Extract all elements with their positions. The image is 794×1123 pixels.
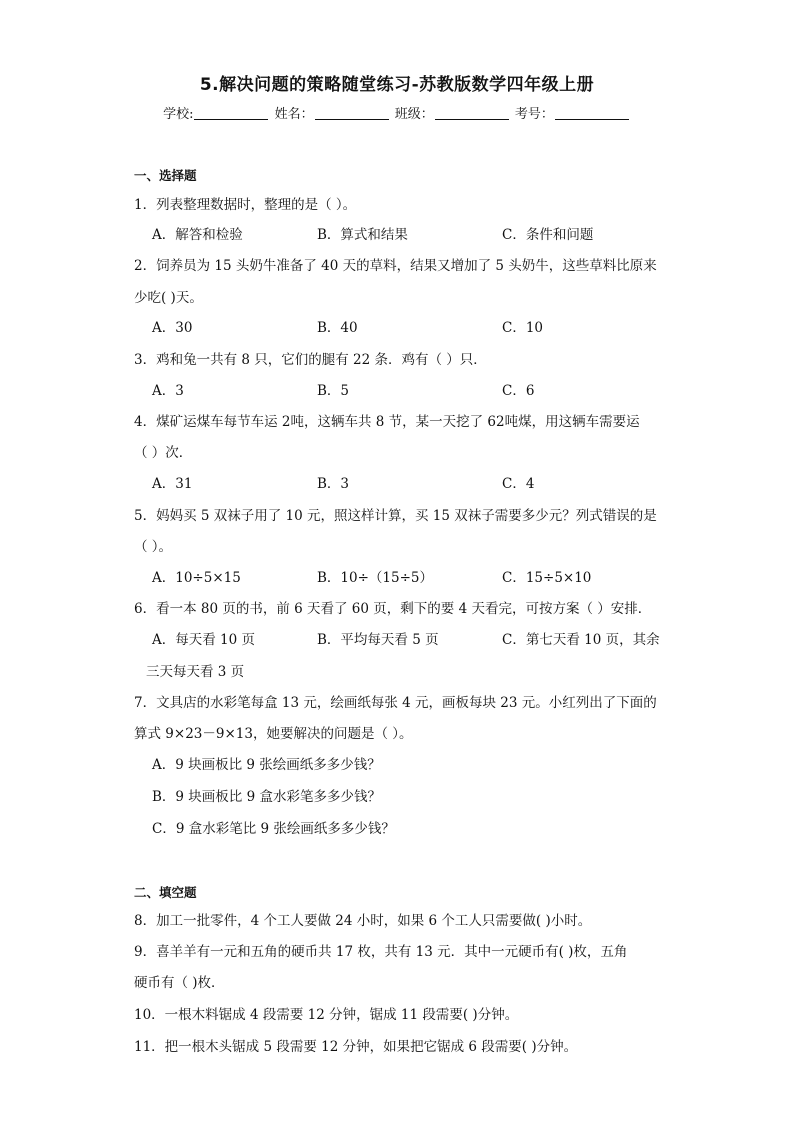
question-4-cont: （ ）次．	[134, 445, 193, 461]
q4-option-a[interactable]: A．31	[152, 476, 193, 492]
question-9: 9．喜羊羊有一元和五角的硬币共 17 枚，共有 13 元．其中一元硬币有( )枚，五角	[134, 944, 628, 960]
question-6: 6．看一本 80 页的书，前 6 天看了 60 页，剩下的要 4 天看完，可按方案（ ）安排．	[134, 601, 652, 617]
q7-option-a[interactable]: A．9 块画板比 9 张绘画纸多多少钱？	[152, 757, 381, 773]
q7-option-b[interactable]: B．9 块画板比 9 盒水彩笔多多少钱？	[152, 789, 381, 805]
question-4: 4．煤矿运煤车每节车运 2吨，这辆车共 8 节，某一天挖了 62吨煤，用这辆车需要运	[134, 414, 640, 430]
question-10: 10．一根木料锯成 4 段需要 12 分钟，锯成 11 段需要( )分钟。	[134, 1007, 519, 1023]
question-9-cont: 硬币有（ )枚．	[134, 975, 225, 991]
school-blank[interactable]	[194, 107, 268, 120]
q1-option-c[interactable]: C．条件和问题	[502, 227, 594, 243]
question-8: 8．加工一批零件，4 个工人要做 24 小时，如果 6 个工人只需要做( )小时。	[134, 913, 592, 929]
q1-option-b[interactable]: B．算式和结果	[317, 227, 408, 243]
question-11: 11．把一根木头锯成 5 段需要 12 分钟，如果把它锯成 6 段需要( )分钟。	[134, 1039, 578, 1055]
question-7: 7．文具店的水彩笔每盒 13 元，绘画纸每张 4 元，画板每块 23 元。小红列出了下面的	[134, 695, 657, 711]
question-2-cont: 少吃( )天。	[134, 290, 203, 306]
question-7-cont: 算式 9×23－9×13，她要解决的问题是（ ）。	[134, 726, 413, 742]
q5-option-a[interactable]: A．10÷5×15	[152, 570, 241, 586]
section-choice-heading: 一、选择题	[134, 168, 197, 183]
q4-option-c[interactable]: C．4	[502, 476, 535, 492]
q1-option-a[interactable]: A．解答和检验	[152, 227, 243, 243]
q2-option-a[interactable]: A．30	[152, 320, 193, 336]
class-label: 班级：	[394, 107, 434, 122]
q6-option-b[interactable]: B．平均每天看 5 页	[317, 632, 439, 648]
exam-no-label: 考号：	[514, 107, 554, 122]
q7-option-c[interactable]: C．9 盒水彩笔比 9 张绘画纸多多少钱？	[152, 821, 395, 837]
question-5: 5．妈妈买 5 双袜子用了 10 元，照这样计算，买 15 双袜子需要多少元？列式错误的是	[134, 508, 657, 524]
page-title: 5.解决问题的策略随堂练习-苏教版数学四年级上册	[199, 75, 595, 95]
q5-option-c[interactable]: C．15÷5×10	[502, 570, 592, 586]
name-blank[interactable]	[315, 107, 389, 120]
question-1: 1．列表整理数据时，整理的是（ ）。	[134, 197, 357, 213]
student-info	[0, 103, 794, 122]
q3-option-a[interactable]: A．3	[152, 383, 184, 399]
class-blank[interactable]	[435, 107, 509, 120]
q3-option-c[interactable]: C．6	[502, 383, 535, 399]
q3-option-b[interactable]: B．5	[317, 383, 350, 399]
question-5-cont: （ ）。	[134, 539, 173, 555]
q6-option-c-cont: 三天每天看 3 页	[146, 664, 245, 680]
q5-option-b[interactable]: B．10÷（15÷5）	[317, 570, 433, 586]
question-2: 2．饲养员为 15 头奶牛准备了 40 天的草料，结果又增加了 5 头奶牛，这些草料比原来	[134, 258, 657, 274]
q2-option-c[interactable]: C．10	[502, 320, 544, 336]
section-fill-heading: 二、填空题	[134, 885, 197, 900]
question-3: 3．鸡和兔一共有 8 只，它们的腿有 22 条．鸡有（ ）只．	[134, 352, 487, 368]
exam-no-blank[interactable]	[555, 107, 629, 120]
school-label: 学校:	[163, 107, 194, 122]
q6-option-c[interactable]: C．第七天看 10 页，其余	[502, 632, 660, 648]
q2-option-b[interactable]: B．40	[317, 320, 358, 336]
q4-option-b[interactable]: B．3	[317, 476, 350, 492]
name-label: 姓名：	[274, 107, 314, 122]
q6-option-a[interactable]: A．每天看 10 页	[152, 632, 256, 648]
